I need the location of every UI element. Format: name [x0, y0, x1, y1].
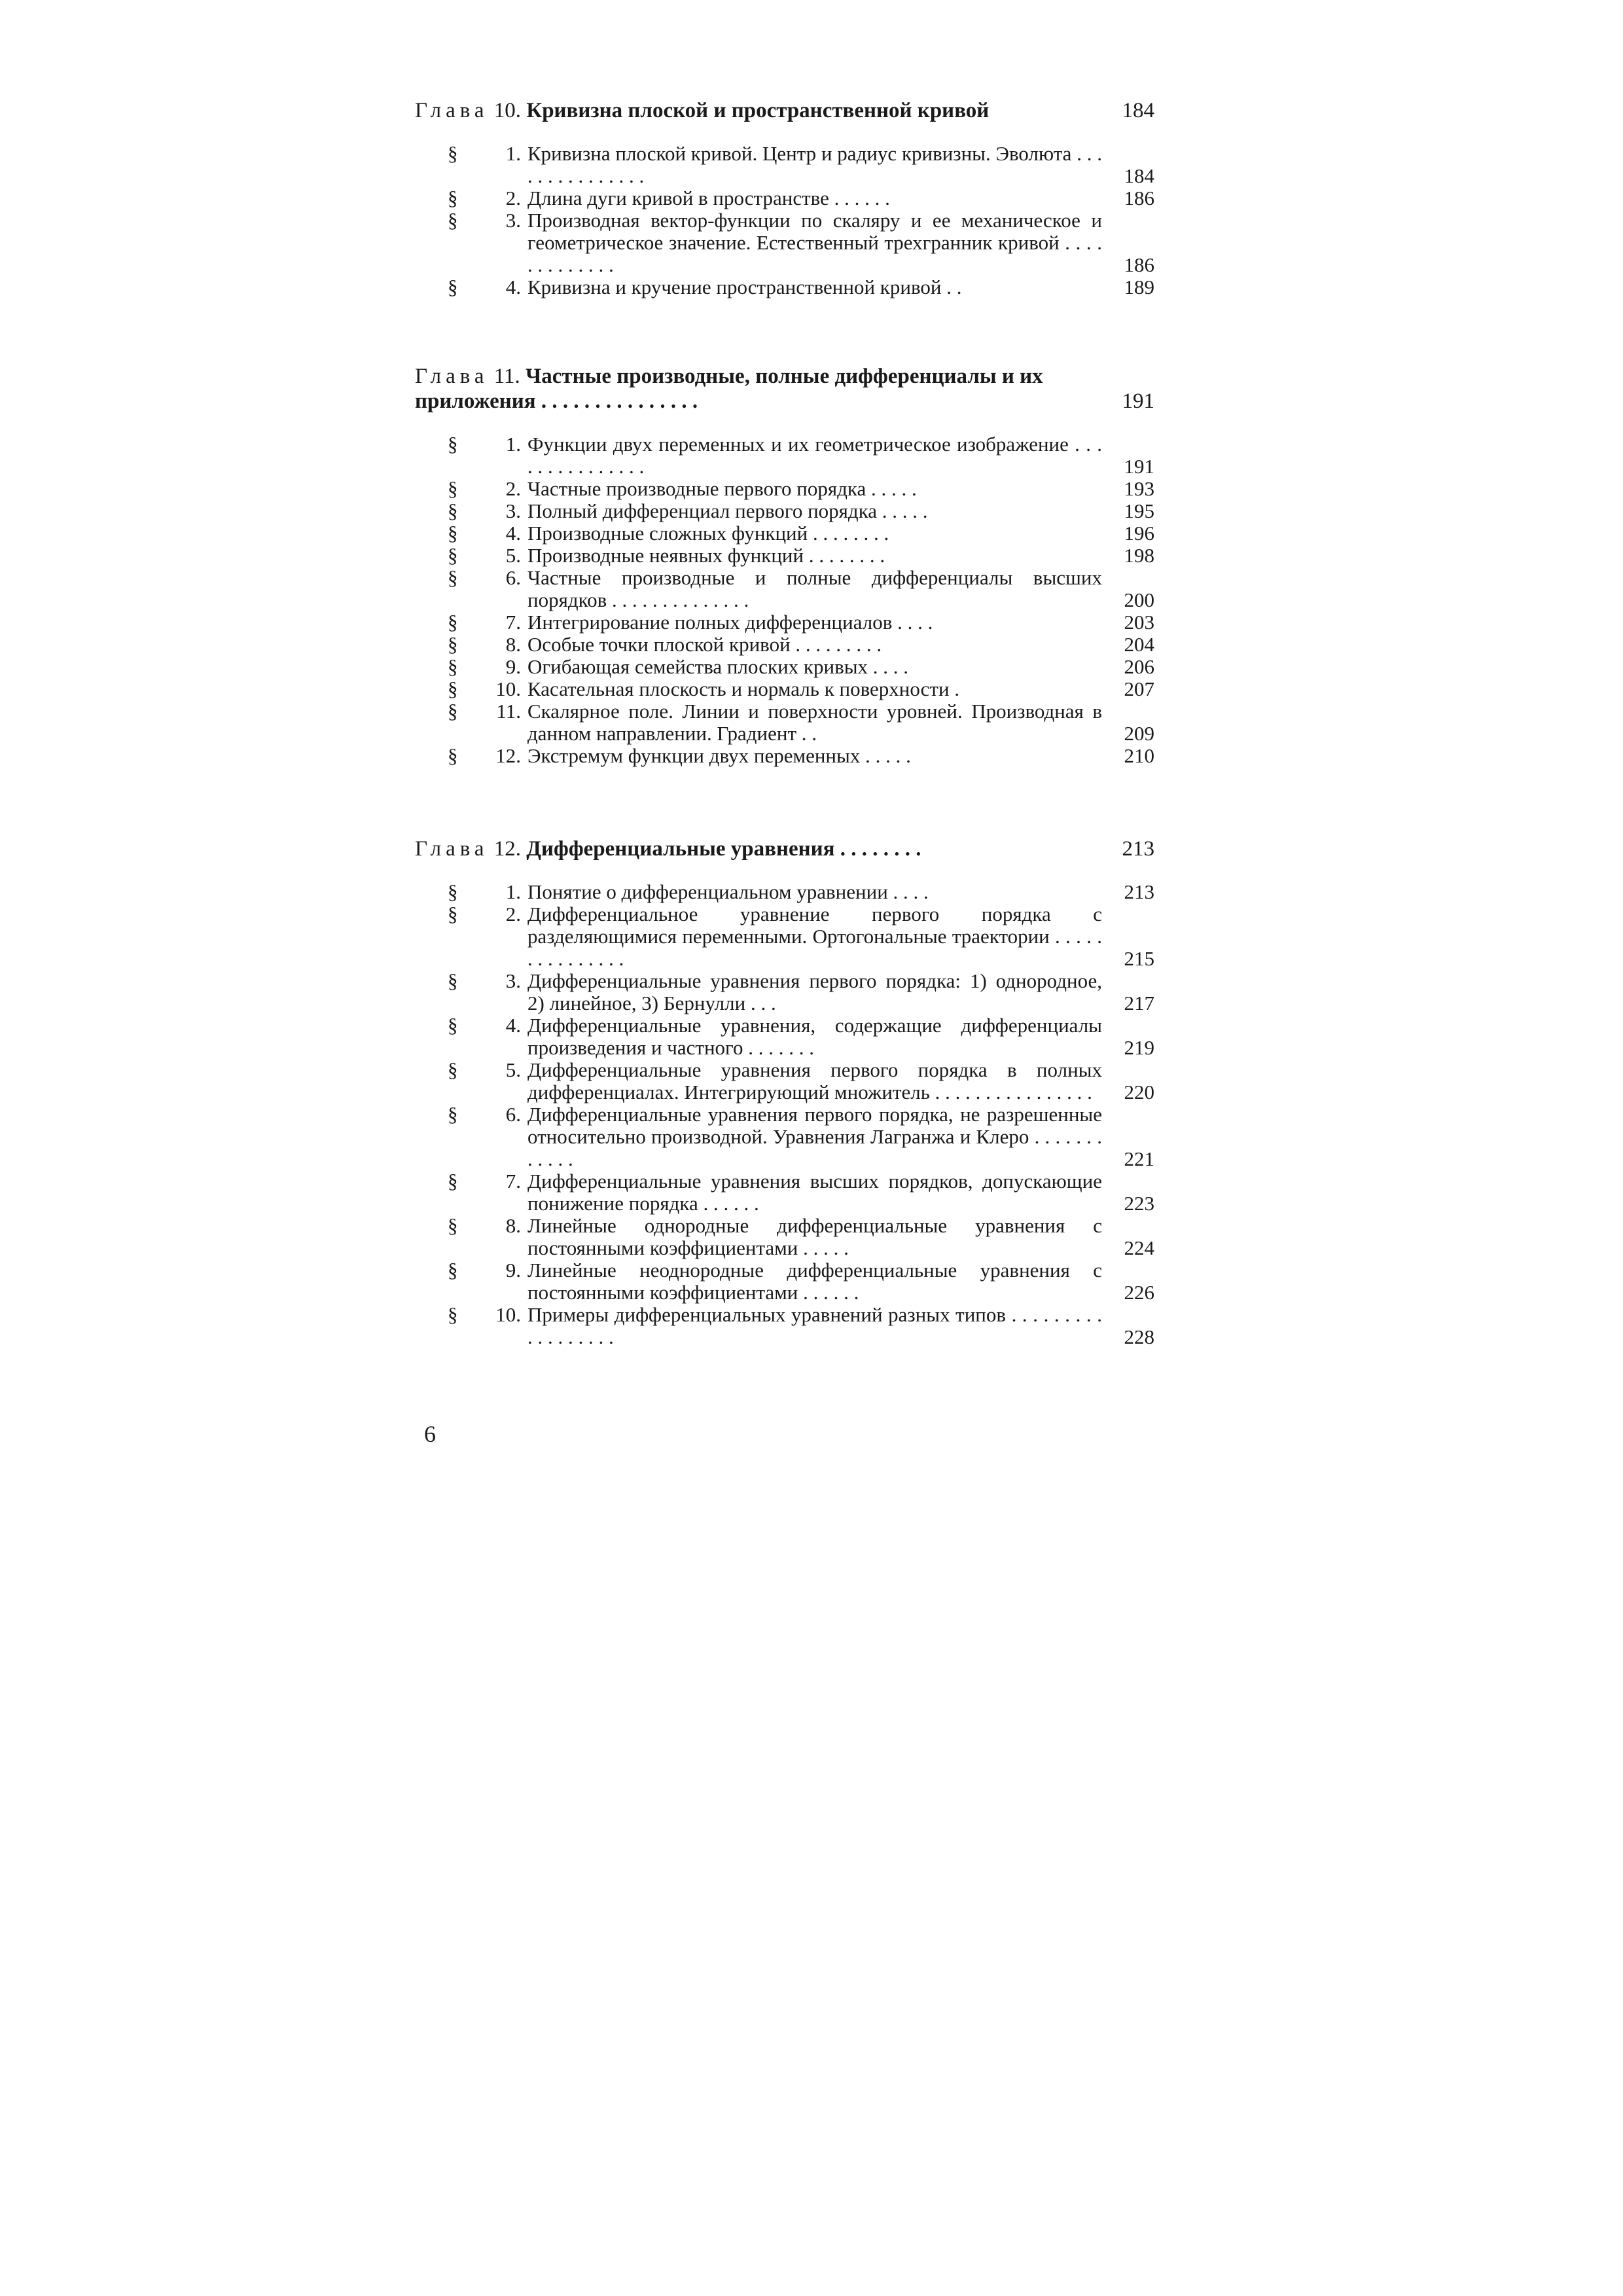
section-title: Производные сложных функций . . . . . . . . — [527, 522, 889, 545]
toc-entry — [415, 881, 1154, 903]
toc-entry — [415, 1059, 1154, 1103]
section-title: Частные производные и полные дифференциалы высших порядков . . . . . . . . . . . . . . — [527, 566, 1102, 611]
toc-entry — [415, 1014, 1154, 1059]
section-page: 206 — [1124, 655, 1154, 678]
section-title: Линейные однородные дифференциальные уравнения с постоянными коэффициентами . . . . . — [527, 1214, 1102, 1259]
section-page: 186 — [1124, 187, 1154, 209]
section-sign: § — [448, 142, 458, 165]
section-page: 223 — [1124, 1192, 1154, 1215]
toc-entry — [415, 634, 1154, 656]
section-list — [415, 881, 1154, 1348]
section-title: Примеры дифференциальных уравнений разных типов . . . . . . . . . . . . . . . . . . — [527, 1303, 1102, 1348]
page-number: 6 — [424, 1421, 436, 1447]
section-sign: § — [448, 522, 458, 545]
section-number: 7. — [505, 1170, 521, 1193]
section-sign: § — [448, 1259, 458, 1282]
chapter-title: Дифференциальные уравнения . . . . . . . . — [526, 837, 921, 861]
section-number: 1. — [505, 433, 521, 456]
section-sign: § — [448, 566, 458, 589]
section-sign: § — [448, 1014, 458, 1037]
section-title: Кривизна плоской кривой. Центр и радиус кривизны. Эволюта . . . . . . . . . . . . . . . — [527, 142, 1102, 187]
chapter-page: 184 — [1122, 99, 1154, 122]
chapter-title: Кривизна плоской и пространственной кривой — [526, 99, 990, 122]
section-page: 195 — [1124, 499, 1154, 522]
section-number: 4. — [505, 522, 521, 545]
section-sign: § — [448, 700, 458, 723]
section-number: 6. — [505, 1103, 521, 1126]
section-number: 1. — [505, 880, 521, 903]
chapter-number: 12. — [493, 837, 522, 861]
section-number: 2. — [505, 187, 521, 209]
toc-entry — [415, 209, 1154, 276]
section-page: 193 — [1124, 477, 1154, 500]
toc-entry — [415, 187, 1154, 209]
section-sign: § — [448, 187, 458, 209]
section-page: 220 — [1124, 1081, 1154, 1103]
toc-entry — [415, 545, 1154, 567]
section-title: Кривизна и кручение пространственной кривой . . — [527, 276, 962, 298]
toc-entry — [415, 567, 1154, 611]
chapter-heading — [415, 98, 1154, 123]
toc-entry — [415, 611, 1154, 634]
section-number: 10. — [495, 677, 521, 700]
section-number: 3. — [505, 969, 521, 992]
section-page: 228 — [1124, 1325, 1154, 1348]
chapter-heading — [415, 836, 1154, 861]
section-sign: § — [448, 969, 458, 992]
chapter-number: 10. — [493, 99, 522, 122]
section-page: 224 — [1124, 1236, 1154, 1259]
section-sign: § — [448, 1214, 458, 1237]
section-list — [415, 433, 1154, 767]
chapter-title: Частные производные, полные дифференциалы и их приложения . . . . . . . . . . . . . . . — [415, 365, 1043, 413]
section-title: Функции двух переменных и их геометрическое изображение . . . . . . . . . . . . . . . — [527, 433, 1102, 478]
section-sign: § — [448, 611, 458, 634]
section-number: 9. — [505, 655, 521, 678]
section-title: Дифференциальные уравнения первого порядка: 1) однородное, 2) линейное, 3) Бернулли . . . — [527, 969, 1102, 1014]
section-number: 2. — [505, 903, 521, 925]
toc-entry — [415, 903, 1154, 970]
section-page: 191 — [1124, 455, 1154, 478]
section-sign: § — [448, 477, 458, 500]
toc-entry — [415, 1304, 1154, 1348]
section-title: Производные неявных функций . . . . . . . . — [527, 544, 885, 567]
chapter-number: 11. — [493, 365, 520, 388]
section-number: 7. — [505, 611, 521, 634]
section-number: 2. — [505, 477, 521, 500]
section-list — [415, 143, 1154, 298]
section-sign: § — [448, 1058, 458, 1081]
section-number: 1. — [505, 142, 521, 165]
section-page: 189 — [1124, 276, 1154, 298]
section-sign: § — [448, 655, 458, 678]
section-page: 215 — [1124, 947, 1154, 970]
section-page: 186 — [1124, 253, 1154, 276]
toc-entry — [415, 678, 1154, 700]
chapter-11 — [415, 364, 1154, 767]
toc-entry — [415, 745, 1154, 767]
section-sign: § — [448, 1303, 458, 1326]
chapter-word: Глава — [415, 837, 489, 861]
toc-entry — [415, 478, 1154, 500]
section-title: Понятие о дифференциальном уравнении . . . . — [527, 880, 929, 903]
section-page: 213 — [1124, 880, 1154, 903]
section-sign: § — [448, 744, 458, 767]
section-page: 198 — [1124, 544, 1154, 567]
section-title: Дифференциальные уравнения, содержащие дифференциалы произведения и частного . . . . . . . — [527, 1014, 1102, 1059]
section-page: 204 — [1124, 633, 1154, 656]
section-number: 4. — [505, 1014, 521, 1037]
section-page: 209 — [1124, 722, 1154, 745]
section-number: 8. — [505, 1214, 521, 1237]
section-page: 217 — [1124, 992, 1154, 1014]
chapter-page: 191 — [1122, 389, 1154, 413]
section-number: 5. — [505, 544, 521, 567]
section-page: 203 — [1124, 611, 1154, 634]
toc-entry — [415, 433, 1154, 478]
section-sign: § — [448, 209, 458, 232]
section-title: Дифференциальные уравнения первого порядка в полных дифференциалах. Интегрирующий множитель . . . . . . . . . . . . . . . . — [527, 1058, 1102, 1103]
section-sign: § — [448, 544, 458, 567]
section-page: 210 — [1124, 744, 1154, 767]
chapter-heading — [415, 364, 1154, 414]
toc-entry — [415, 1259, 1154, 1304]
section-sign: § — [448, 880, 458, 903]
section-sign: § — [448, 276, 458, 298]
section-sign: § — [448, 499, 458, 522]
section-title: Линейные неоднородные дифференциальные уравнения с постоянными коэффициентами . . . . . . — [527, 1259, 1102, 1304]
section-number: 6. — [505, 566, 521, 589]
section-page: 226 — [1124, 1281, 1154, 1304]
section-title: Дифференциальные уравнения первого порядка, не разрешенные относительно производной. Уравнения Лагранжа и Клеро . . . . . . . . . . . . — [527, 1103, 1102, 1170]
section-title: Частные производные первого порядка . . . . . — [527, 477, 917, 500]
section-page: 221 — [1124, 1147, 1154, 1170]
toc-entry — [415, 1170, 1154, 1215]
chapter-10 — [415, 98, 1154, 298]
section-title: Огибающая семейства плоских кривых . . . . — [527, 655, 909, 678]
section-sign: § — [448, 903, 458, 925]
section-number: 4. — [505, 276, 521, 298]
section-number: 11. — [496, 700, 521, 723]
section-title: Интегрирование полных дифференциалов . . . . — [527, 611, 933, 634]
section-title: Производная вектор-функции по скаляру и ее механическое и геометрическое значение. Естественный трехгранник кривой . . . . . . . . . . . . . — [527, 209, 1102, 276]
section-title: Полный дифференциал первого порядка . . . . . — [527, 499, 928, 522]
section-title: Длина дуги кривой в пространстве . . . . . . — [527, 187, 890, 209]
section-title: Особые точки плоской кривой . . . . . . . . . — [527, 633, 882, 656]
section-number: 8. — [505, 633, 521, 656]
toc-entry — [415, 970, 1154, 1014]
toc-entry — [415, 656, 1154, 678]
section-page: 219 — [1124, 1036, 1154, 1059]
toc-entry — [415, 1103, 1154, 1170]
chapter-page: 213 — [1122, 837, 1154, 861]
toc-entry — [415, 500, 1154, 522]
toc-entry — [415, 522, 1154, 545]
chapter-word: Глава — [415, 99, 489, 122]
section-title: Дифференциальные уравнения высших порядков, допускающие понижение порядка . . . . . . — [527, 1170, 1102, 1215]
toc-entry — [415, 143, 1154, 187]
section-number: 10. — [495, 1303, 521, 1326]
section-page: 184 — [1124, 164, 1154, 187]
toc-entry — [415, 700, 1154, 745]
section-sign: § — [448, 633, 458, 656]
toc-entry — [415, 276, 1154, 298]
toc-entry — [415, 1215, 1154, 1259]
section-sign: § — [448, 677, 458, 700]
section-number: 5. — [505, 1058, 521, 1081]
section-number: 12. — [495, 744, 521, 767]
section-title: Дифференциальное уравнение первого порядка с разделяющимися переменными. Ортогональные траектории . . . . . . . . . . . . . . . — [527, 903, 1102, 970]
section-sign: § — [448, 1170, 458, 1193]
chapter-12 — [415, 836, 1154, 1348]
section-page: 207 — [1124, 677, 1154, 700]
section-number: 9. — [505, 1259, 521, 1282]
section-sign: § — [448, 433, 458, 456]
chapter-word: Глава — [415, 365, 489, 388]
section-page: 196 — [1124, 522, 1154, 545]
section-number: 3. — [505, 499, 521, 522]
section-title: Скалярное поле. Линии и поверхности уровней. Производная в данном направлении. Градиент . . — [527, 700, 1102, 745]
section-title: Касательная плоскость и нормаль к поверхности . — [527, 677, 960, 700]
section-sign: § — [448, 1103, 458, 1126]
section-page: 200 — [1124, 588, 1154, 611]
section-number: 3. — [505, 209, 521, 232]
section-title: Экстремум функции двух переменных . . . . . — [527, 744, 911, 767]
